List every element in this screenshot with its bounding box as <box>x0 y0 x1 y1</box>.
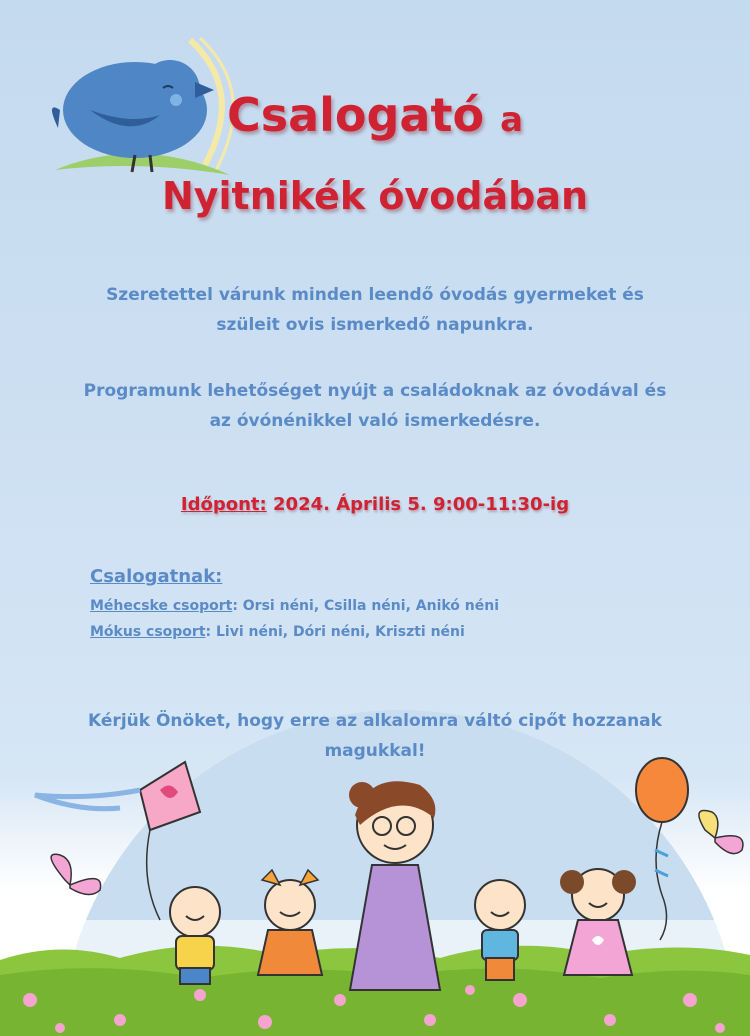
closing-note <box>0 706 750 766</box>
helpers-section <box>90 566 499 645</box>
intro-paragraph-1 <box>0 280 750 340</box>
title-article: a <box>500 100 524 140</box>
group-members: : Orsi néni, Csilla néni, Anikó néni <box>232 598 500 614</box>
intro-line: Szeretettel várunk minden leendő óvodás gyermeket és <box>106 285 644 305</box>
date-label: Időpont: <box>180 494 267 515</box>
intro-line: szüleit ovis ismerkedő napunkra. <box>216 315 534 335</box>
page-title <box>0 88 750 142</box>
note-line: Kérjük Önöket, hogy erre az alkalomra váltó cipőt hozzanak <box>88 711 662 731</box>
intro-paragraph-2 <box>0 376 750 436</box>
note-line: magukkal! <box>324 741 426 761</box>
helper-group-row <box>90 619 499 645</box>
page-subtitle: Nyitnikék óvodában <box>161 174 589 218</box>
group-name: Méhecske csoport <box>90 598 233 614</box>
helper-group-row <box>90 593 499 619</box>
event-date <box>0 494 750 515</box>
date-value: 2024. Április 5. 9:00-11:30-ig <box>273 494 570 515</box>
helpers-heading: Csalogatnak: <box>90 566 223 587</box>
intro-line: az óvónénikkel való ismerkedésre. <box>209 411 541 431</box>
title-main: Csalogató <box>226 88 485 142</box>
group-name: Mókus csoport <box>90 624 206 640</box>
group-members: : Livi néni, Dóri néni, Kriszti néni <box>205 624 465 640</box>
intro-line: Programunk lehetőséget nyújt a családoknak az óvodával és <box>83 381 667 401</box>
